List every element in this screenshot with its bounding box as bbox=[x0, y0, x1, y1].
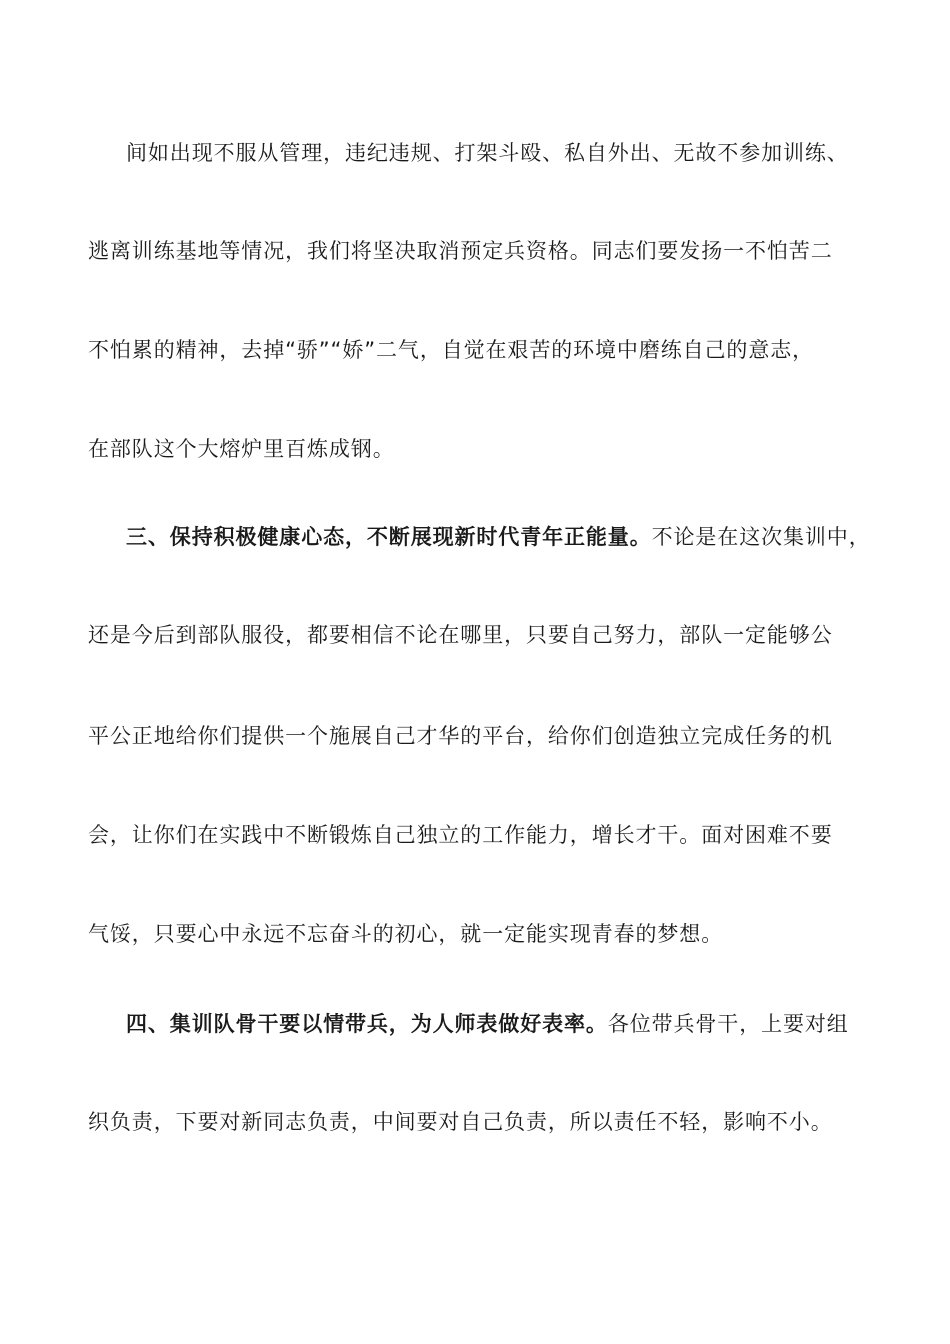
section-four-first-line bbox=[126, 1009, 878, 1039]
paragraph-line: 不怕累的精神，去掉“骄”“娇”二气，自觉在艰苦的环境中磨练自己的意志， bbox=[88, 338, 815, 362]
section-three-first-line bbox=[126, 522, 878, 552]
section-four-text: 各位带兵骨干，上要对组 bbox=[607, 1012, 849, 1036]
paragraph-line: 会，让你们在实践中不断锻炼自己独立的工作能力，增长才干。面对困难不要 bbox=[88, 823, 833, 847]
paragraph-line: 还是今后到部队服役，都要相信不论在哪里，只要自己努力，部队一定能够公 bbox=[88, 623, 833, 647]
section-four-heading: 四、集训队骨干要以情带兵，为人师表做好表率。 bbox=[126, 1012, 608, 1036]
section-three-heading: 三、保持积极健康心态，不断展现新时代青年正能量。 bbox=[126, 525, 652, 549]
paragraph-line: 气馁，只要心中永远不忘奋斗的初心，就一定能实现青春的梦想。 bbox=[88, 922, 724, 946]
paragraph-line: 平公正地给你们提供一个施展自己才华的平台，给你们创造独立完成任务的机 bbox=[88, 724, 833, 748]
paragraph-line: 逃离训练基地等情况，我们将坚决取消预定兵资格。同志们要发扬一不怕苦二 bbox=[88, 239, 833, 263]
section-three-text: 不论是在这次集训中， bbox=[651, 525, 871, 549]
paragraph-line: 间如出现不服从管理，违纪违规、打架斗殴、私自外出、无故不参加训练、 bbox=[126, 141, 849, 165]
paragraph-line: 织负责，下要对新同志负责，中间要对自己负责，所以责任不轻，影响不小。 bbox=[88, 1110, 833, 1134]
paragraph-line: 在部队这个大熔炉里百炼成钢。 bbox=[88, 437, 395, 461]
